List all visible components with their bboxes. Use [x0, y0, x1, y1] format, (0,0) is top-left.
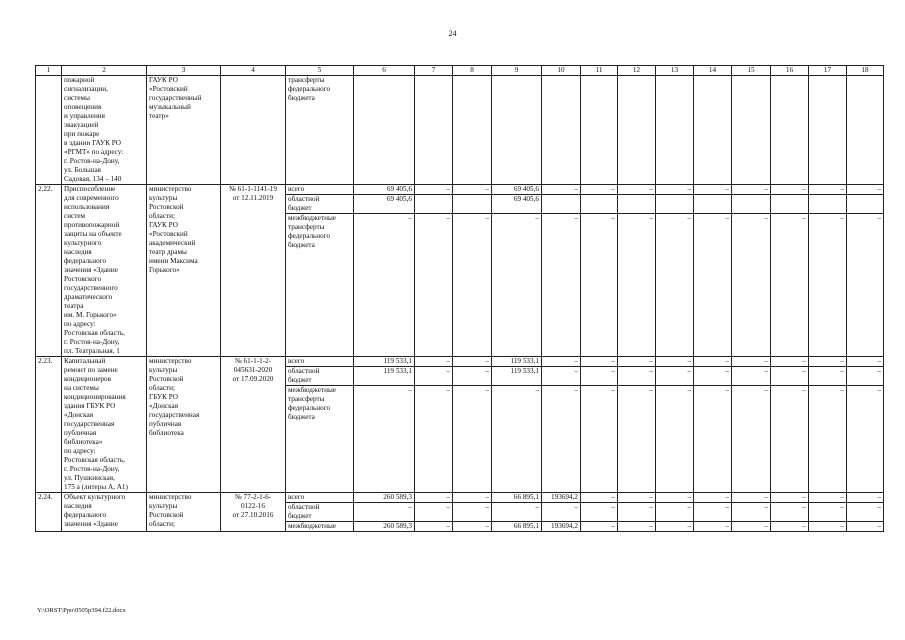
funding-source: межбюджетные [286, 521, 353, 531]
amount-value [809, 194, 846, 213]
column-header: 16 [771, 66, 809, 76]
amount-cell-col-8 [453, 493, 492, 532]
amount-value: – [771, 366, 808, 385]
amount-value: – [847, 385, 883, 422]
amount-value: – [581, 521, 617, 531]
amount-value: – [847, 521, 883, 531]
amount-value: – [415, 502, 452, 521]
object-name: Капитальный ремонт по замене кондиционеров на системы кондиционирования здания ГБУК РО «Донская государственная публичная библиотека» по адресу: Ростовская область, г. Ростов-на-Дону, ул. Пушкинская, 175 а (литеры А, А1) [62, 357, 147, 493]
amount-value [771, 194, 808, 213]
table-cell [694, 76, 732, 185]
responsible-org: министерство культуры Ростовской области; [147, 493, 221, 532]
amount-value: 260 589,3 [354, 521, 414, 531]
amount-value: – [656, 213, 693, 250]
column-header: 8 [453, 66, 492, 76]
table-cell [771, 76, 809, 185]
column-header: 6 [354, 66, 415, 76]
amount-cell-col-11 [581, 493, 618, 532]
amount-value: 260 589,3 [383, 493, 412, 501]
amount-value: – [453, 502, 491, 521]
amount-value: – [446, 185, 450, 193]
amount-value: – [725, 357, 729, 365]
amount-value: – [771, 521, 808, 531]
amount-value: – [840, 185, 844, 193]
amount-value: – [649, 185, 653, 193]
column-header: 2 [62, 66, 147, 76]
column-header: 12 [618, 66, 656, 76]
amount-value [618, 194, 655, 213]
amount-value: – [485, 185, 489, 193]
amount-value: – [415, 366, 452, 385]
amount-value: – [732, 213, 770, 250]
amount-cell-col-13 [656, 185, 694, 357]
amount-value [542, 194, 580, 213]
table-row [36, 357, 884, 493]
table-cell [453, 76, 492, 185]
responsible-org: министерство культуры Ростовской области; ГБУК РО «Донская государственная публичная библиотека [147, 357, 221, 493]
amount-value: – [694, 213, 731, 250]
amount-cell-col-16 [771, 185, 809, 357]
amount-value: – [732, 385, 770, 422]
amount-value: – [809, 521, 846, 531]
amount-value: – [446, 493, 450, 501]
amount-value: 119 533,1 [510, 357, 539, 365]
amount-cell-col-8 [453, 357, 492, 493]
amount-value: – [542, 213, 580, 250]
funding-source: областной бюджет [286, 502, 353, 521]
amount-value: – [618, 385, 655, 422]
column-header: 3 [147, 66, 221, 76]
amount-value: – [847, 366, 883, 385]
amount-value: – [415, 521, 452, 531]
amount-cell-col-7 [415, 185, 453, 357]
amount-cell-col-17 [809, 357, 847, 493]
amount-value: – [809, 385, 846, 422]
table-cell [847, 76, 884, 185]
amount-value: 66 895,1 [492, 521, 541, 531]
table-cell [354, 76, 415, 185]
column-header: 11 [581, 66, 618, 76]
row-id: 2.23. [36, 357, 62, 493]
amount-value: – [611, 357, 615, 365]
amount-value: 69 405,6 [492, 194, 541, 213]
column-header: 1 [36, 66, 62, 76]
amount-value: – [694, 521, 731, 531]
funding-source: межбюджетные трансферты федерального бюджета [286, 213, 353, 250]
expertise-doc: № 61-1-1141-19 от 12.11.2019 [221, 185, 286, 357]
amount-value: – [656, 521, 693, 531]
amount-cell-col-17 [809, 493, 847, 532]
amount-value: – [649, 493, 653, 501]
amount-value: – [485, 493, 489, 501]
amount-value: – [802, 185, 806, 193]
amount-value: – [618, 213, 655, 250]
amount-value: – [581, 502, 617, 521]
amount-value: – [453, 213, 491, 250]
amount-cell-col-11 [581, 357, 618, 493]
amount-value: – [764, 493, 768, 501]
funding-source: областной бюджет [286, 366, 353, 385]
table-cell [618, 76, 656, 185]
amount-value: – [764, 357, 768, 365]
amount-cell-col-16 [771, 357, 809, 493]
amount-value: – [354, 385, 414, 422]
column-header: 4 [221, 66, 286, 76]
amount-value: – [877, 493, 881, 501]
amount-value: – [618, 521, 655, 531]
amount-value: – [618, 502, 655, 521]
amount-value: 119 533,1 [492, 366, 541, 385]
amount-value: – [656, 385, 693, 422]
column-header-row [36, 66, 884, 76]
amount-value: – [354, 502, 414, 521]
amount-value: – [771, 385, 808, 422]
amount-cell-col-15 [732, 185, 771, 357]
amount-cell-col-14 [694, 185, 732, 357]
funding-source: всего [288, 493, 305, 501]
amount-value: – [847, 502, 883, 521]
amount-cell-col-14 [694, 493, 732, 532]
amount-value: – [485, 357, 489, 365]
funding-source: областной бюджет [286, 194, 353, 213]
row-id: 2.22. [36, 185, 62, 357]
amount-value: – [649, 357, 653, 365]
table-cell [581, 76, 618, 185]
column-header: 18 [847, 66, 884, 76]
amount-value: 69 405,6 [354, 194, 414, 213]
amount-value: – [611, 493, 615, 501]
amount-cell-col-12 [618, 185, 656, 357]
amount-value: – [492, 385, 541, 422]
amount-cell-col-7 [415, 493, 453, 532]
amount-value: – [492, 502, 541, 521]
amount-value: – [840, 357, 844, 365]
amount-value: – [809, 366, 846, 385]
column-header: 17 [809, 66, 847, 76]
amount-value: – [732, 502, 770, 521]
funding-source: всего [288, 357, 305, 365]
amount-cell-col-18 [847, 185, 884, 357]
table-cell [542, 76, 581, 185]
amount-value: – [611, 185, 615, 193]
amount-value: – [492, 213, 541, 250]
amount-cell-col-17 [809, 185, 847, 357]
table-cell [415, 76, 453, 185]
table-cell [221, 76, 286, 185]
amount-value [453, 194, 491, 213]
amount-value [656, 194, 693, 213]
amount-value: – [877, 185, 881, 193]
responsible-org: министерство культуры Ростовской области; ГАУК РО «Ростовский академический театр драмы имени Максима Горького» [147, 185, 221, 357]
amount-cell-col-14 [694, 357, 732, 493]
object-name: Объект культурного наследия федерального значения «Здание [62, 493, 147, 532]
amount-cell-col-12 [618, 493, 656, 532]
amount-value: – [694, 385, 731, 422]
amount-value: – [771, 502, 808, 521]
amount-value: – [687, 493, 691, 501]
amount-value: – [725, 493, 729, 501]
column-header: 5 [286, 66, 354, 76]
amount-value: – [656, 502, 693, 521]
expertise-doc: № 77-2-1-6- 0122-16 от 27.10.2016 [221, 493, 286, 532]
amount-cell-col-6 [354, 185, 415, 357]
funding-source-cell [286, 357, 354, 493]
table-cell [492, 76, 542, 185]
continuation-source: трансферты федерального бюджета [286, 76, 354, 185]
table-cell [656, 76, 694, 185]
amount-value: – [725, 185, 729, 193]
amount-value [847, 194, 883, 213]
expertise-doc: № 61-1-1-2- 045631-2020 от 17.09.2020 [221, 357, 286, 493]
amount-cell-col-16 [771, 493, 809, 532]
amount-cell-col-15 [732, 493, 771, 532]
object-name: Приспособление для современного использования систем противопожарной защиты на объекте культурного наследия федерального значения «Здание Ростовского государственного драматического театра им. М. Горького» по адресу: Ростовская область, г. Ростов-на-Дону, пл. Театральная, 1 [62, 185, 147, 357]
amount-value: – [694, 502, 731, 521]
amount-cell-col-9 [492, 185, 542, 357]
amount-value: – [732, 366, 770, 385]
row-id: 2.24. [36, 493, 62, 532]
amount-cell-col-13 [656, 357, 694, 493]
amount-value: – [618, 366, 655, 385]
table-row [36, 493, 884, 532]
amount-value: – [694, 366, 731, 385]
amount-value [415, 194, 452, 213]
column-header: 7 [415, 66, 453, 76]
amount-value: – [847, 213, 883, 250]
amount-value: 193694,2 [551, 493, 578, 501]
continuation-name: пожарной сигнализации, системы оповещения и управления эвакуацией при пожаре в здании ГАУК РО «РГМТ» по адресу: г. Ростов-на-Дону, ул. Большая Садовая, 134 – 140 [62, 76, 147, 185]
amount-cell-col-10 [542, 493, 581, 532]
amount-value: – [542, 366, 580, 385]
amount-value: – [542, 502, 580, 521]
amount-cell-col-6 [354, 357, 415, 493]
amount-value: – [453, 385, 491, 422]
amount-value: – [687, 185, 691, 193]
amount-value [694, 194, 731, 213]
continuation-row [36, 76, 884, 185]
amount-value [581, 194, 617, 213]
amount-value: – [771, 213, 808, 250]
amount-cell-col-8 [453, 185, 492, 357]
amount-cell-col-12 [618, 357, 656, 493]
column-header: 14 [694, 66, 732, 76]
file-path-footer: Y:\ORST\Ppo\0505p394.f22.docx [37, 607, 126, 614]
amount-cell-col-9 [492, 493, 542, 532]
amount-value: 119 533,1 [354, 366, 414, 385]
amount-value: – [574, 357, 578, 365]
funding-source: всего [288, 185, 305, 193]
table-row [36, 185, 884, 357]
amount-cell-col-11 [581, 185, 618, 357]
amount-value: – [877, 357, 881, 365]
amount-value: – [415, 213, 452, 250]
table-cell [809, 76, 847, 185]
amount-cell-col-6 [354, 493, 415, 532]
amount-value: 119 533,1 [383, 357, 412, 365]
amount-value: – [446, 357, 450, 365]
amount-value: – [415, 385, 452, 422]
amount-value: – [764, 185, 768, 193]
amount-cell-col-13 [656, 493, 694, 532]
amount-cell-col-18 [847, 357, 884, 493]
amount-value: 193694,2 [542, 521, 580, 531]
column-header: 10 [542, 66, 581, 76]
amount-value: 69 405,6 [513, 185, 539, 193]
amount-value [732, 194, 770, 213]
amount-value: – [802, 493, 806, 501]
continuation-org: ГАУК РО «Ростовский государственный музыкальный театр» [147, 76, 221, 185]
amount-cell-col-9 [492, 357, 542, 493]
amount-value: 69 405,6 [386, 185, 412, 193]
amount-value: – [453, 366, 491, 385]
amount-value: – [802, 357, 806, 365]
amount-cell-col-18 [847, 493, 884, 532]
column-header: 9 [492, 66, 542, 76]
funding-source-cell [286, 493, 354, 532]
amount-value: – [542, 385, 580, 422]
amount-value: 66 895,1 [513, 493, 539, 501]
amount-value: – [453, 521, 491, 531]
table-cell [732, 76, 771, 185]
amount-value: – [732, 521, 770, 531]
amount-value: – [574, 185, 578, 193]
amount-value: – [840, 493, 844, 501]
amount-value: – [581, 366, 617, 385]
amount-value: – [809, 502, 846, 521]
amount-value: – [581, 385, 617, 422]
page-number: 24 [448, 29, 457, 38]
column-header: 13 [656, 66, 694, 76]
table-cell [36, 76, 62, 185]
amount-cell-col-10 [542, 185, 581, 357]
amount-value: – [809, 213, 846, 250]
amount-cell-col-10 [542, 357, 581, 493]
amount-value: – [656, 366, 693, 385]
amount-value: – [687, 357, 691, 365]
funding-source: межбюджетные трансферты федерального бюджета [286, 385, 353, 422]
funding-source-cell [286, 185, 354, 357]
amount-cell-col-7 [415, 357, 453, 493]
program-table [35, 65, 884, 532]
amount-value: – [581, 213, 617, 250]
amount-value: – [354, 213, 414, 250]
amount-cell-col-15 [732, 357, 771, 493]
column-header: 15 [732, 66, 771, 76]
